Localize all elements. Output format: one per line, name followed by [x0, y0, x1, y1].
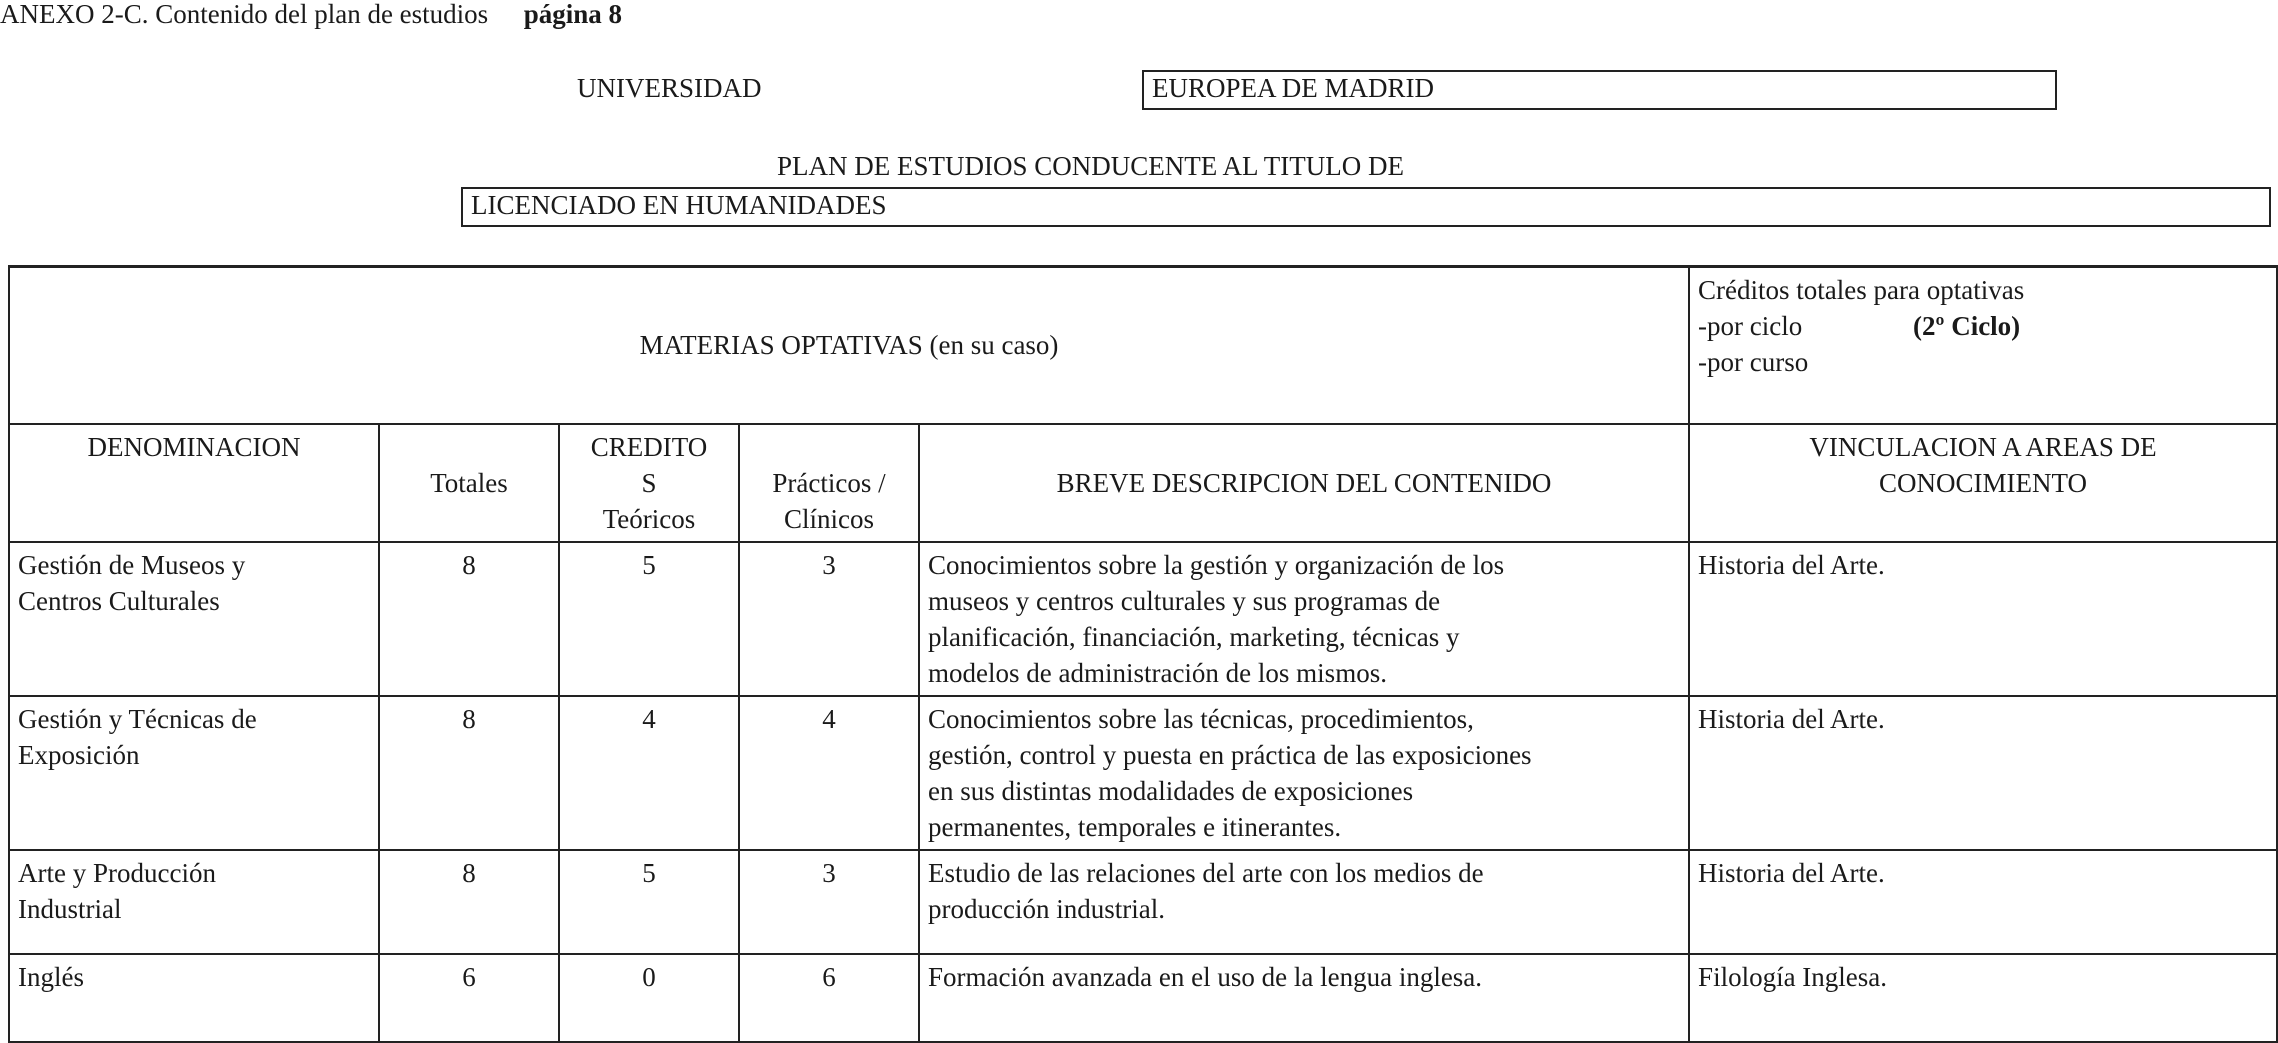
- credits-theory: 4: [559, 696, 739, 850]
- credits-theory: 5: [559, 850, 739, 954]
- credits-practice: 3: [739, 850, 919, 954]
- credits-cycle-value: (2º Ciclo): [1913, 311, 2021, 341]
- subject-name-line: Exposición: [18, 739, 140, 770]
- credits-cycle-line: [1698, 308, 2268, 344]
- knowledge-area: Historia del Arte.: [1689, 542, 2277, 696]
- credits-total: 8: [379, 542, 559, 696]
- subject-name-line: Inglés: [18, 961, 84, 992]
- university-label: UNIVERSIDAD: [577, 73, 762, 103]
- subject-name-line: Gestión de Museos y: [18, 549, 246, 580]
- knowledge-area: Filología Inglesa.: [1689, 954, 2277, 1042]
- subject-description: [919, 542, 1689, 696]
- subject-name: [9, 696, 379, 850]
- description-line: Conocimientos sobre la gestión y organización de los: [928, 549, 1505, 580]
- credits-total: 8: [379, 696, 559, 850]
- annex-title: ANEXO 2-C. Contenido del plan de estudios: [0, 0, 489, 29]
- subject-name-line: Arte y Producción: [18, 857, 216, 888]
- degree-field: LICENCIADO EN HUMANIDADES: [461, 187, 2271, 227]
- header-practicos-1: Prácticos /: [772, 467, 886, 498]
- table-row: [9, 696, 2277, 850]
- table-title-row: [9, 267, 2277, 424]
- optional-subjects-table: [8, 265, 2278, 1043]
- section-title: MATERIAS OPTATIVAS (en su caso): [9, 267, 1689, 424]
- description-line: Formación avanzada en el uso de la lengua inglesa.: [928, 961, 1483, 992]
- header-descripcion: BREVE DESCRIPCION DEL CONTENIDO: [919, 424, 1689, 542]
- subject-description: [919, 954, 1689, 1042]
- credits-course-label: -por curso: [1698, 347, 1809, 377]
- description-line: permanentes, temporales e itinerantes.: [928, 811, 1342, 842]
- credits-practice: 3: [739, 542, 919, 696]
- subject-description: [919, 696, 1689, 850]
- page-number: página 8: [523, 0, 622, 29]
- header-totales: Totales: [379, 424, 559, 542]
- plan-title: PLAN DE ESTUDIOS CONDUCENTE AL TITULO DE: [777, 151, 1404, 181]
- table-row: [9, 954, 2277, 1042]
- header-teoricos-label: Teóricos: [602, 503, 696, 534]
- header-vinculacion-1: VINCULACION A AREAS DE: [1809, 431, 2157, 462]
- page-header: [0, 0, 622, 30]
- credits-total-label: Créditos totales para optativas: [1698, 275, 2025, 305]
- credits-theory: 5: [559, 542, 739, 696]
- description-line: en sus distintas modalidades de exposiciones: [928, 775, 1414, 806]
- description-line: museos y centros culturales y sus programas de: [928, 585, 1441, 616]
- description-line: Estudio de las relaciones del arte con los medios de: [928, 857, 1484, 888]
- credits-practice: 4: [739, 696, 919, 850]
- university-field: EUROPEA DE MADRID: [1142, 70, 2057, 110]
- header-teoricos: [559, 424, 739, 542]
- table-row: [9, 542, 2277, 696]
- description-line: modelos de administración de los mismos.: [928, 657, 1387, 688]
- credits-info: [1689, 267, 2277, 424]
- header-vinculacion-2: CONOCIMIENTO: [1879, 467, 2088, 498]
- header-practicos: [739, 424, 919, 542]
- subject-name: [9, 542, 379, 696]
- subject-name-line: Gestión y Técnicas de: [18, 703, 257, 734]
- table-row: [9, 850, 2277, 954]
- header-practicos-2: Clínicos: [783, 503, 874, 534]
- knowledge-area: Historia del Arte.: [1689, 696, 2277, 850]
- credits-theory: 0: [559, 954, 739, 1042]
- header-denominacion: DENOMINACION: [9, 424, 379, 542]
- description-line: producción industrial.: [928, 893, 1165, 924]
- description-line: planificación, financiación, marketing, técnicas y: [928, 621, 1460, 652]
- description-line: Conocimientos sobre las técnicas, procedimientos,: [928, 703, 1474, 734]
- credits-total: 6: [379, 954, 559, 1042]
- subject-name-line: Industrial: [18, 893, 122, 924]
- description-line: gestión, control y puesta en práctica de las exposiciones: [928, 739, 1532, 770]
- credits-cycle-label: -por ciclo: [1698, 311, 1803, 341]
- table-header-row: [9, 424, 2277, 542]
- header-creditos-1: CREDITO: [590, 431, 708, 462]
- credits-total: 8: [379, 850, 559, 954]
- subject-name: [9, 954, 379, 1042]
- subject-name-line: Centros Culturales: [18, 585, 220, 616]
- header-vinculacion: [1689, 424, 2277, 542]
- header-creditos-2: S: [641, 467, 657, 498]
- knowledge-area: Historia del Arte.: [1689, 850, 2277, 954]
- credits-practice: 6: [739, 954, 919, 1042]
- subject-name: [9, 850, 379, 954]
- subject-description: [919, 850, 1689, 954]
